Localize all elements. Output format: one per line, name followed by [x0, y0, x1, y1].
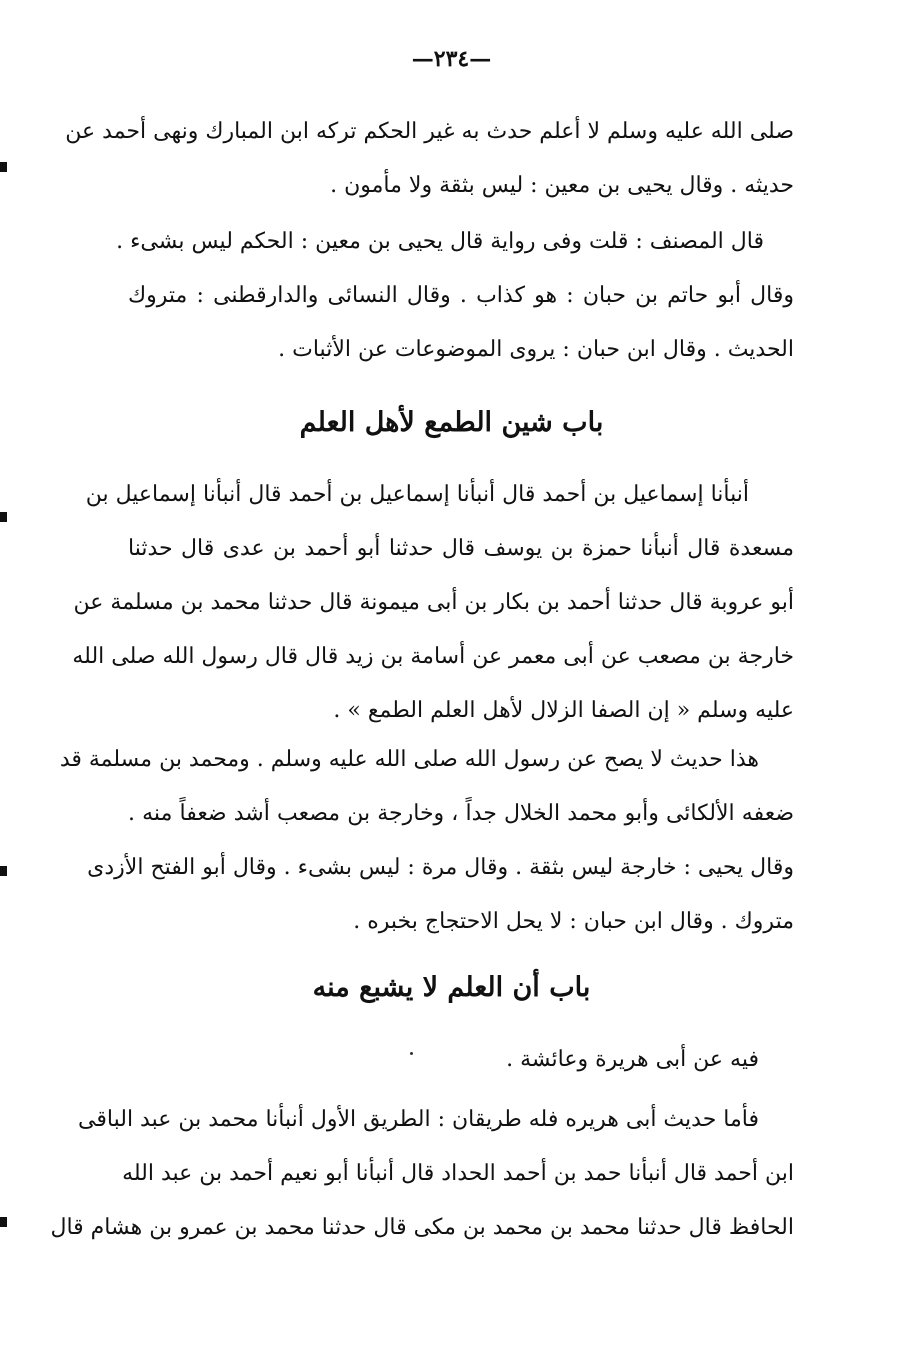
- text-line: فيه عن أبى هريرة وعائشة .: [506, 1047, 759, 1072]
- paragraph-3: [72, 468, 794, 738]
- text-line: مسعدة قال أنبأنا حمزة بن يوسف قال حدثنا أبو أحمد بن عدى قال حدثنا: [128, 536, 794, 561]
- chapter-heading: باب أن العلم لا يشبع منه: [312, 972, 591, 1003]
- scan-edge-mark: [0, 1217, 7, 1227]
- text-line: صلى الله عليه وسلم لا أعلم حدث به غير الحكم تركه ابن المبارك ونهى أحمد عن: [65, 119, 794, 144]
- text-line: هذا حديث لا يصح عن رسول الله صلى الله عليه وسلم . ومحمد بن مسلمة قد: [59, 747, 759, 772]
- scan-speck: [410, 1052, 413, 1055]
- text-line: خارجة بن مصعب عن أبى معمر عن أسامة بن زيد قال قال رسول الله صلى الله: [72, 644, 794, 669]
- text-line: الحافظ قال حدثنا محمد بن محمد بن مكى قال حدثنا محمد بن عمرو بن هشام قال: [50, 1215, 794, 1240]
- scan-edge-mark: [0, 162, 7, 172]
- text-line: أنبأنا إسماعيل بن أحمد قال أنبأنا إسماعيل بن أحمد قال أنبأنا إسماعيل بن: [85, 482, 749, 507]
- text-line: فأما حديث أبى هريره فله طريقان : الطريق الأول أنبأنا محمد بن عبد الباقى: [78, 1107, 759, 1132]
- text-line: حديثه . وقال يحيى بن معين : ليس بثقة ولا مأمون .: [330, 173, 794, 198]
- text-line: عليه وسلم « إن الصفا الزلال لأهل العلم الطمع » .: [333, 698, 794, 723]
- text-line: الحديث . وقال ابن حبان : يروى الموضوعات عن الأثبات .: [278, 337, 794, 362]
- text-line: ابن أحمد قال أنبأنا حمد بن أحمد الحداد قال أنبأنا أبو نعيم أحمد بن عبد الله: [122, 1161, 794, 1186]
- text-line: وقال أبو حاتم بن حبان : هو كذاب . وقال النسائى والدارقطنى : متروك: [128, 283, 794, 308]
- scan-edge-mark: [0, 866, 7, 876]
- text-line: متروك . وقال ابن حبان : لا يحل الاحتجاج بخبره .: [353, 909, 794, 934]
- text-line: وقال يحيى : خارجة ليس بثقة . وقال مرة : ليس بشىء . وقال أبو الفتح الأزدى: [87, 855, 794, 880]
- paragraph-4: [59, 733, 794, 949]
- paragraph-6: [50, 1093, 794, 1255]
- page-number: —٢٣٤—: [411, 46, 492, 72]
- scan-edge-mark: [0, 512, 7, 522]
- text-line: أبو عروبة قال حدثنا أحمد بن بكار بن أبى ميمونة قال حدثنا محمد بن مسلمة عن: [73, 590, 794, 615]
- paragraph-2: [116, 215, 794, 377]
- text-line: ضعفه الألكائى وأبو محمد الخلال جداً ، وخارجة بن مصعب أشد ضعفاً منه .: [128, 801, 794, 826]
- chapter-heading: باب شين الطمع لأهل العلم: [299, 407, 604, 438]
- paragraph-1: [65, 105, 794, 213]
- text-line: قال المصنف : قلت وفى رواية قال يحيى بن معين : الحكم ليس بشىء .: [116, 229, 764, 254]
- paragraph-5: [128, 1033, 794, 1087]
